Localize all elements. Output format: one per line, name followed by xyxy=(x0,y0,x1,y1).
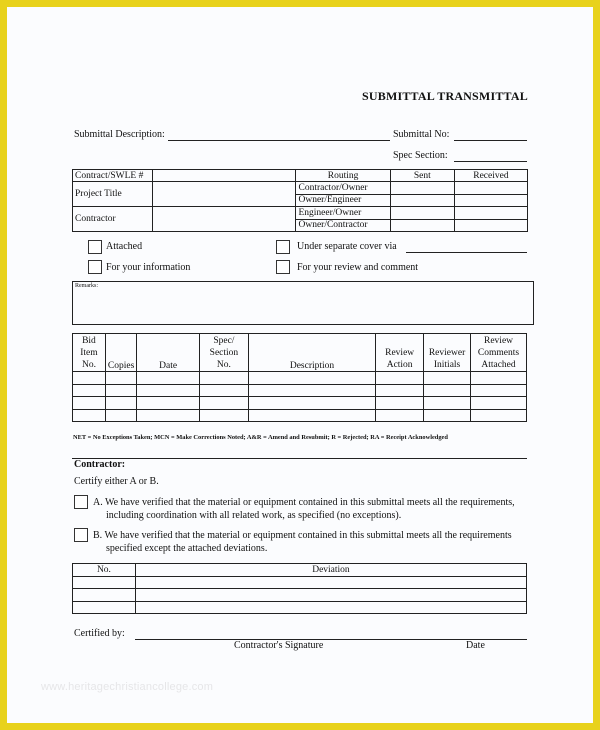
table-cell[interactable] xyxy=(137,409,200,422)
route-item: Owner/Engineer xyxy=(296,194,390,207)
spec-header-line: No. xyxy=(216,359,231,370)
received-cell[interactable] xyxy=(454,182,527,195)
spec-section-label: Spec Section: xyxy=(393,150,448,161)
table-cell[interactable] xyxy=(137,372,200,385)
sent-cell[interactable] xyxy=(390,182,454,195)
review-comments-header-line: Comments xyxy=(477,347,520,358)
sent-cell[interactable] xyxy=(390,219,454,232)
date-header: Date xyxy=(137,334,200,372)
table-row xyxy=(73,384,527,397)
submittal-no-field[interactable] xyxy=(454,140,527,141)
spec-header-line: Section xyxy=(209,347,239,358)
table-cell[interactable] xyxy=(376,409,424,422)
routing-header: Routing xyxy=(296,170,390,182)
table-cell[interactable] xyxy=(471,372,527,385)
table-row xyxy=(73,372,527,385)
table-cell[interactable] xyxy=(135,576,526,589)
bid-header-line: No. xyxy=(81,359,96,370)
route-item: Engineer/Owner xyxy=(296,207,390,220)
review-comments-header xyxy=(471,334,527,372)
bid-header xyxy=(73,334,106,372)
review-comments-header-line: Attached xyxy=(481,359,516,370)
table-cell[interactable] xyxy=(135,601,526,614)
reviewer-initials-header xyxy=(424,334,471,372)
option-a-text: A. We have verified that the material or equipment contained in this submittal meets all the requirements, xyxy=(93,497,515,508)
option-b-text-continued: specified except the attached deviations. xyxy=(106,543,268,554)
received-header: Received xyxy=(454,170,527,182)
spec-header-line: Spec/ xyxy=(213,335,235,346)
review-comment-label: For your review and comment xyxy=(297,262,419,273)
contractor-field[interactable] xyxy=(153,207,296,232)
table-cell[interactable] xyxy=(471,384,527,397)
items-table xyxy=(72,333,527,422)
table-cell[interactable] xyxy=(73,601,136,614)
table-cell[interactable] xyxy=(376,384,424,397)
table-cell[interactable] xyxy=(137,384,200,397)
for-information-label: For your information xyxy=(106,262,191,273)
project-title-label: Project Title xyxy=(73,182,153,207)
sent-cell[interactable] xyxy=(390,194,454,207)
spec-section-field[interactable] xyxy=(454,161,527,162)
certify-instruction: Certify either A or B. xyxy=(74,476,159,487)
attached-label: Attached xyxy=(106,241,143,252)
table-cell[interactable] xyxy=(73,384,106,397)
table-cell[interactable] xyxy=(248,397,375,410)
sent-cell[interactable] xyxy=(390,207,454,220)
reviewer-initials-header-line: Initials xyxy=(433,360,461,370)
review-comment-checkbox[interactable] xyxy=(276,260,290,274)
separate-cover-label: Under separate cover via xyxy=(297,241,397,252)
table-cell[interactable] xyxy=(137,397,200,410)
table-cell[interactable] xyxy=(135,589,526,602)
date-label: Date xyxy=(466,640,485,651)
table-row xyxy=(73,409,527,422)
bid-header-line: Bid xyxy=(82,335,96,346)
table-cell[interactable] xyxy=(73,576,136,589)
table-cell[interactable] xyxy=(471,409,527,422)
table-cell[interactable] xyxy=(73,397,106,410)
table-cell[interactable] xyxy=(248,384,375,397)
table-cell[interactable] xyxy=(424,384,471,397)
review-codes-legend: NET = No Exceptions Taken; MCN = Make Corrections Noted; A&R = Amend and Resubmit; R = Rejected; RA = Receipt Acknowledged xyxy=(73,434,448,441)
deviation-table xyxy=(72,563,527,614)
option-a-checkbox[interactable] xyxy=(74,495,88,509)
table-cell[interactable] xyxy=(73,409,106,422)
table-cell[interactable] xyxy=(105,384,136,397)
review-action-header-line: Action xyxy=(386,360,413,370)
document-page xyxy=(7,7,593,723)
received-cell[interactable] xyxy=(454,207,527,220)
route-item: Owner/Contractor xyxy=(296,219,390,232)
project-title-field[interactable] xyxy=(153,182,296,207)
deviation-header: Deviation xyxy=(135,564,526,577)
table-cell[interactable] xyxy=(424,409,471,422)
submittal-no-label: Submittal No: xyxy=(393,129,450,140)
table-cell[interactable] xyxy=(105,409,136,422)
submittal-description-field[interactable] xyxy=(168,140,390,141)
contractor-heading: Contractor: xyxy=(74,459,126,470)
remarks-box[interactable] xyxy=(72,281,534,325)
reviewer-initials-header-line: Reviewer xyxy=(428,348,466,358)
spec-header xyxy=(199,334,248,372)
table-cell[interactable] xyxy=(471,397,527,410)
table-cell[interactable] xyxy=(105,397,136,410)
submittal-description-label: Submittal Description: xyxy=(74,129,165,140)
description-header: Description xyxy=(248,334,375,372)
table-cell[interactable] xyxy=(73,589,136,602)
table-cell[interactable] xyxy=(199,397,248,410)
table-cell[interactable] xyxy=(248,409,375,422)
table-cell[interactable] xyxy=(376,372,424,385)
section-divider xyxy=(72,458,527,459)
table-cell[interactable] xyxy=(199,409,248,422)
received-cell[interactable] xyxy=(454,194,527,207)
table-cell[interactable] xyxy=(248,372,375,385)
review-action-header-line: Review xyxy=(385,348,415,358)
table-cell[interactable] xyxy=(73,372,106,385)
review-action-header xyxy=(376,334,424,372)
table-cell[interactable] xyxy=(424,372,471,385)
bid-header-line: Item xyxy=(80,347,98,358)
received-cell[interactable] xyxy=(454,219,527,232)
option-a-text-continued: including coordination with all related work, as specified (no exceptions). xyxy=(106,510,402,521)
table-row xyxy=(73,601,527,614)
sent-header: Sent xyxy=(390,170,454,182)
table-cell[interactable] xyxy=(376,397,424,410)
option-b-text: B. We have verified that the material or equipment contained in this submittal meets all the requirements xyxy=(93,530,512,541)
no-header: No. xyxy=(73,564,136,577)
route-item: Contractor/Owner xyxy=(296,182,390,195)
contract-field[interactable] xyxy=(153,170,296,182)
certified-by-label: Certified by: xyxy=(74,628,125,639)
copies-header: Copies xyxy=(105,334,136,372)
for-information-checkbox[interactable] xyxy=(88,260,102,274)
page-title: SUBMITTAL TRANSMITTAL xyxy=(362,89,528,103)
contract-label: Contract/SWLE # xyxy=(73,170,153,182)
table-row xyxy=(73,576,527,589)
attached-checkbox[interactable] xyxy=(88,240,102,254)
table-cell[interactable] xyxy=(199,372,248,385)
table-cell[interactable] xyxy=(199,384,248,397)
watermark: www.heritagechristiancollege.com xyxy=(41,681,214,693)
table-row xyxy=(73,589,527,602)
table-cell[interactable] xyxy=(424,397,471,410)
separate-cover-field[interactable] xyxy=(406,252,527,253)
table-row xyxy=(73,397,527,410)
contractor-label: Contractor xyxy=(73,207,153,232)
remarks-label: Remarks: xyxy=(75,283,98,289)
routing-table xyxy=(72,169,528,232)
review-comments-header-line: Review xyxy=(484,335,514,346)
table-cell[interactable] xyxy=(105,372,136,385)
option-b-checkbox[interactable] xyxy=(74,528,88,542)
contractor-signature-label: Contractor's Signature xyxy=(234,640,324,651)
separate-cover-checkbox[interactable] xyxy=(276,240,290,254)
